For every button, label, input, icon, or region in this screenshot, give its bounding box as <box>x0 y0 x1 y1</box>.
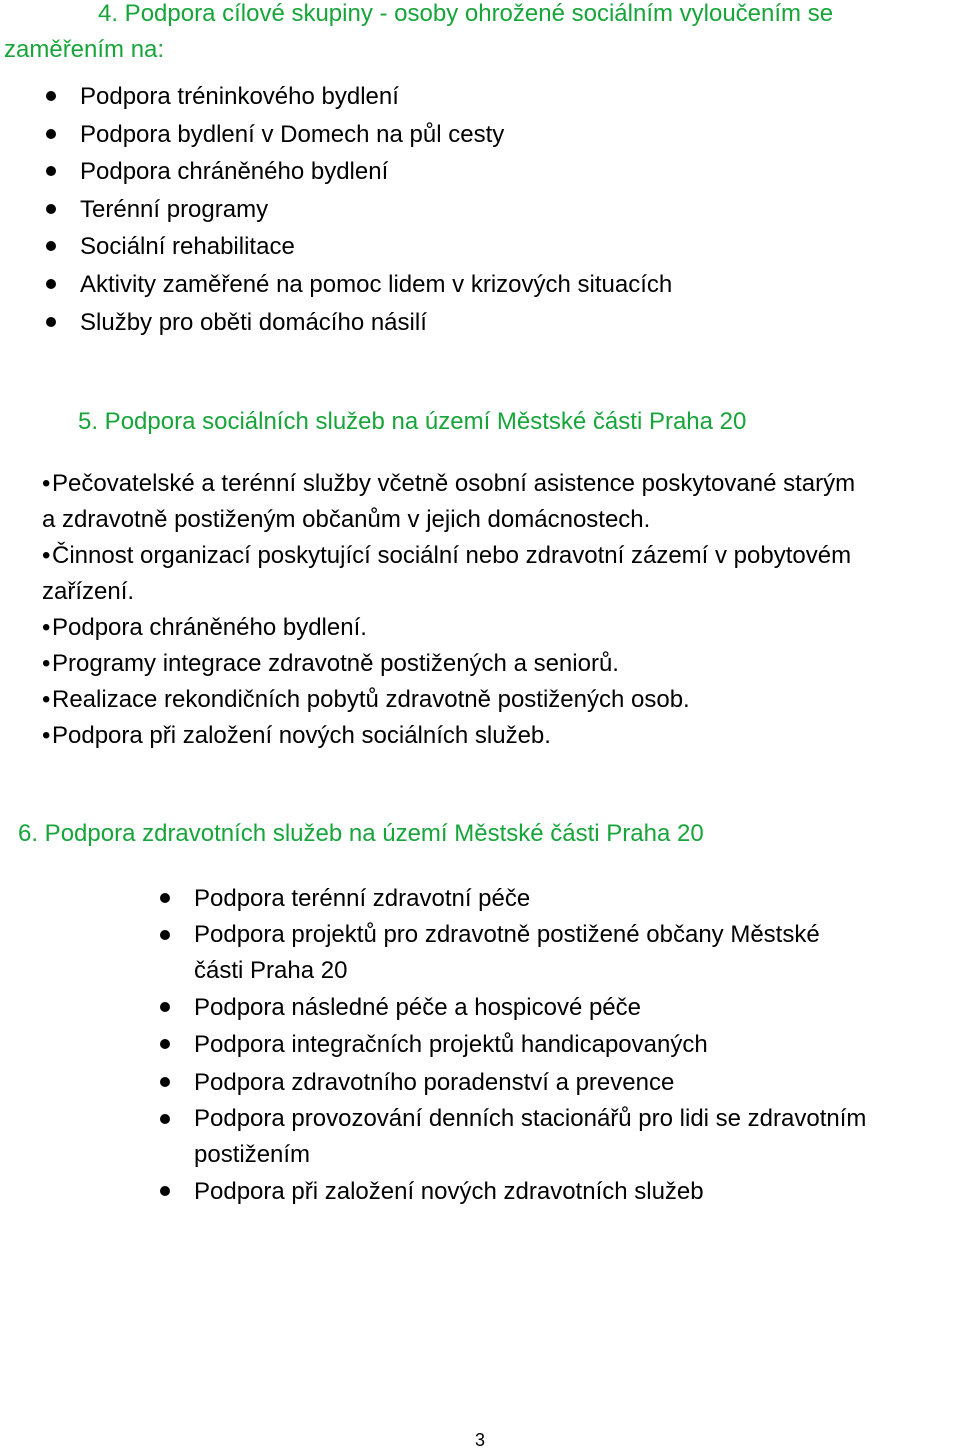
list-item: Podpora tréninkového bydlení <box>46 78 946 116</box>
bullet-icon <box>160 930 170 940</box>
bullet-icon <box>160 1002 170 1012</box>
bullet-icon <box>46 91 56 101</box>
list-item: •Podpora chráněného bydlení. <box>42 610 960 646</box>
list-item: Podpora zdravotního poradenství a prevence <box>160 1064 950 1101</box>
bullet-icon: • <box>42 542 51 569</box>
section-4-title: 4. Podpora cílové skupiny - osoby ohrožené sociálním vyloučením se zaměřením na: <box>4 0 834 63</box>
section-6-list <box>160 880 950 1210</box>
page-number: 3 <box>474 1430 485 1450</box>
bullet-icon <box>160 1039 170 1049</box>
list-item: Podpora chráněného bydlení <box>46 153 946 191</box>
bullet-icon <box>46 279 56 289</box>
list-item: Služby pro oběti domácího násilí <box>46 304 946 342</box>
bullet-icon <box>46 317 56 327</box>
bullet-icon <box>160 893 170 903</box>
bullet-icon: • <box>42 614 51 641</box>
list-item: •Pečovatelské a terénní služby včetně osobní asistence poskytované starým a zdravotně postiženým občanům v jejich domácnostech. <box>42 466 960 538</box>
list-item: •Podpora při založení nových sociálních služeb. <box>42 718 960 754</box>
bullet-icon <box>160 1114 170 1124</box>
bullet-icon: • <box>42 686 51 713</box>
bullet-icon <box>46 241 56 251</box>
list-item: Podpora při založení nových zdravotních služeb <box>160 1173 950 1210</box>
bullet-icon <box>46 129 56 139</box>
list-item: Podpora projektů pro zdravotně postižené občany Městské části Praha 20 <box>160 917 950 989</box>
list-item: Podpora integračních projektů handicapovaných <box>160 1026 950 1063</box>
bullet-icon: • <box>42 470 51 497</box>
list-item: •Realizace rekondičních pobytů zdravotně postižených osob. <box>42 682 960 718</box>
bullet-icon <box>46 166 56 176</box>
section-5-title: 5. Podpora sociálních služeb na území Městské části Praha 20 <box>78 408 747 435</box>
list-item: Terénní programy <box>46 191 946 229</box>
section-6-title: 6. Podpora zdravotních služeb na území Městské části Praha 20 <box>18 820 704 847</box>
list-item: Podpora následné péče a hospicové péče <box>160 989 950 1026</box>
list-item: •Činnost organizací poskytující sociální nebo zdravotní zázemí v pobytovém zařízení. <box>42 538 960 610</box>
bullet-icon: • <box>42 650 51 677</box>
list-item: Podpora terénní zdravotní péče <box>160 880 950 917</box>
bullet-icon <box>46 204 56 214</box>
section-5-list <box>42 466 960 754</box>
list-item: Podpora provozování denních stacionářů pro lidi se zdravotním postižením <box>160 1101 950 1173</box>
list-item: Sociální rehabilitace <box>46 228 946 266</box>
bullet-icon <box>160 1186 170 1196</box>
list-item: Aktivity zaměřené na pomoc lidem v krizových situacích <box>46 266 946 304</box>
bullet-icon <box>160 1077 170 1087</box>
list-item: Podpora bydlení v Domech na půl cesty <box>46 116 946 154</box>
section-4-list <box>46 78 946 341</box>
list-item: •Programy integrace zdravotně postižených a seniorů. <box>42 646 960 682</box>
bullet-icon: • <box>42 722 51 749</box>
